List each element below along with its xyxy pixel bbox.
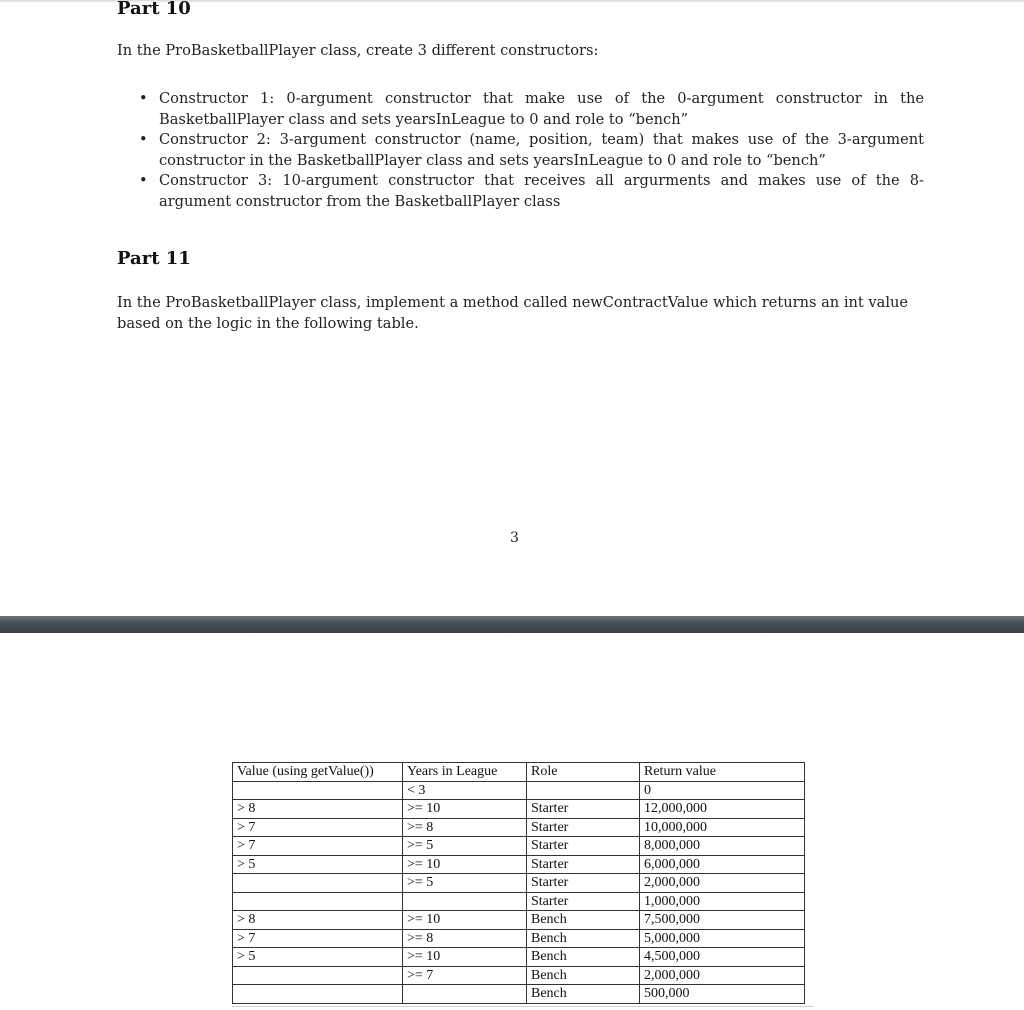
cell-role: Bench [527,966,640,985]
cell-return: 2,000,000 [640,874,805,893]
table-row [233,966,805,985]
list-item [139,171,924,212]
constructor-3-text: Constructor 3: 10-argument constructor that receives all argurments and makes use of the 8-argument constructor from the BasketballPlayer class [159,172,924,210]
constructor-list [139,89,924,212]
table-row [233,911,805,930]
table-row [233,948,805,967]
cell-years [403,985,527,1004]
table-row [233,855,805,874]
list-item [139,89,924,130]
part10-heading: Part 10 [117,0,191,19]
constructor-1-text: Constructor 1: 0-argument constructor that make use of the 0-argument constructor in the BasketballPlayer class and sets yearsInLeague to 0 and role to “bench” [159,90,924,128]
cell-value [233,892,403,911]
cell-return: 7,500,000 [640,911,805,930]
cell-value: > 7 [233,837,403,856]
header-return: Return value [640,763,805,782]
cell-years: >= 5 [403,874,527,893]
cell-role: Starter [527,892,640,911]
page-number: 3 [510,530,519,546]
cell-role: Bench [527,985,640,1004]
cell-return: 500,000 [640,985,805,1004]
table-row [233,929,805,948]
cell-years [403,892,527,911]
cell-value: > 8 [233,911,403,930]
header-role: Role [527,763,640,782]
part11-intro: In the ProBasketballPlayer class, implement a method called newContractValue which returns an int value based on the logic in the following table. [117,294,909,332]
part11-heading: Part 11 [117,248,191,269]
cell-years: >= 10 [403,855,527,874]
table-row [233,874,805,893]
cell-return: 8,000,000 [640,837,805,856]
table-header-row [233,763,805,782]
cell-years: >= 10 [403,800,527,819]
contract-value-table [232,762,805,1004]
cell-value: > 5 [233,855,403,874]
table-row [233,800,805,819]
cell-years: < 3 [403,781,527,800]
cell-value: > 5 [233,948,403,967]
cell-return: 12,000,000 [640,800,805,819]
bullet-icon: • [139,90,148,107]
cell-years: >= 10 [403,911,527,930]
table-row [233,985,805,1004]
cell-return: 1,000,000 [640,892,805,911]
cell-return: 0 [640,781,805,800]
cell-return: 2,000,000 [640,966,805,985]
cell-return: 10,000,000 [640,818,805,837]
page-cut-line [232,1006,813,1007]
cell-role: Bench [527,911,640,930]
cell-value [233,781,403,800]
cell-years: >= 8 [403,929,527,948]
cell-role: Starter [527,818,640,837]
part10-intro: In the ProBasketballPlayer class, create 3 different constructors: [117,42,599,59]
cell-role: Starter [527,837,640,856]
cell-role: Starter [527,855,640,874]
table-row [233,781,805,800]
header-value: Value (using getValue()) [233,763,403,782]
table-row [233,837,805,856]
cell-value: > 8 [233,800,403,819]
cell-return: 5,000,000 [640,929,805,948]
cell-role: Starter [527,800,640,819]
cell-return: 4,500,000 [640,948,805,967]
cell-role: Bench [527,948,640,967]
bullet-icon: • [139,131,148,148]
bullet-icon: • [139,172,148,189]
constructor-2-text: Constructor 2: 3-argument constructor (name, position, team) that makes use of the 3-argument constructor in the BasketballPlayer class and sets yearsInLeague to 0 and role to “bench” [159,131,924,169]
cell-role: Bench [527,929,640,948]
cell-value: > 7 [233,818,403,837]
cell-years: >= 7 [403,966,527,985]
cell-role: Starter [527,874,640,893]
cell-role [527,781,640,800]
cell-years: >= 5 [403,837,527,856]
page-separator [0,616,1024,633]
header-years: Years in League [403,763,527,782]
cell-years: >= 10 [403,948,527,967]
table-row [233,818,805,837]
cell-value [233,985,403,1004]
list-item [139,130,924,171]
cell-value [233,874,403,893]
cell-years: >= 8 [403,818,527,837]
cell-value [233,966,403,985]
table-row [233,892,805,911]
cell-value: > 7 [233,929,403,948]
cell-return: 6,000,000 [640,855,805,874]
